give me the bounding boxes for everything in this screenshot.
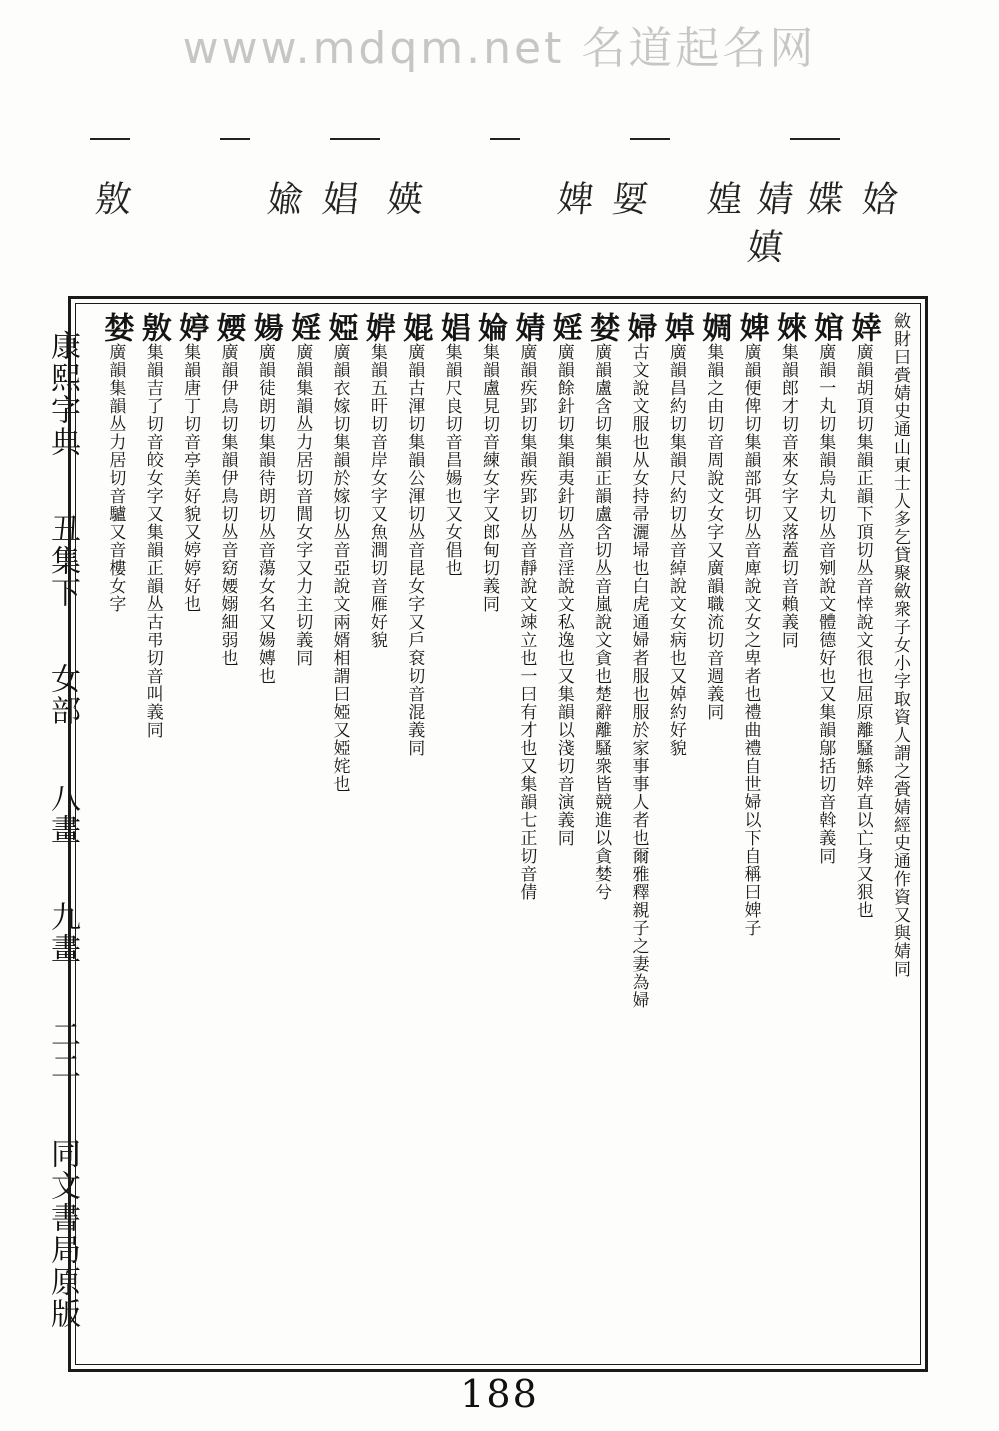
entry-head-character: 婢 (733, 312, 769, 343)
entry-column (239, 312, 283, 1357)
page-frame (68, 296, 928, 1372)
entry-definition-text: 廣韻便俾切集韻部弭切丛音庳說文女之卑者也禮曲禮自世婦以下自稱曰婢子 (740, 343, 761, 937)
entry-head-character: 婫 (397, 312, 433, 343)
entry-head-character: 婪 (98, 312, 134, 343)
entry-definition-text: 廣韻盧含切集韻正韻盧含切丛音嵐說文貪也楚辭離騷衆皆競進以貪婪兮 (591, 343, 612, 901)
entry-definition-text: 古文說文服也从女持帚灑埽也白虎通婦者服也服於家事事人者也爾雅釋親子之妻為婦 (628, 343, 649, 1009)
entry-definition-text: 集韻尺良切音昌婸也又女倡也 (441, 343, 462, 577)
entry-head-character: 婥 (658, 312, 694, 343)
seal-char: 媟 (800, 180, 845, 218)
entry-head-character: 婷 (173, 312, 209, 343)
seal-char: 媓 (700, 180, 745, 218)
entry-column (426, 312, 470, 1357)
entry-column (613, 312, 657, 1357)
entry-definition-text: 廣韻集韻丛力居切音閭女字又力主切義同 (292, 343, 313, 667)
seal-char: 娿 (605, 180, 650, 218)
seal-char: 婢 (550, 180, 595, 218)
entry-column (165, 312, 209, 1357)
entry-column (352, 312, 395, 1357)
entry-definition-text: 集韻盧見切音練女字又郎甸切義同 (479, 343, 499, 613)
entry-head-character: 婦 (621, 312, 657, 343)
entry-head-character: 婪 (584, 312, 620, 343)
entry-column (501, 312, 545, 1357)
radical-label: 女部 (45, 663, 80, 728)
entry-definition-text: 廣韻疾郢切集韻疾郢切丛音靜說文竦立也一曰有才也又集韻七正切音倩 (516, 343, 537, 901)
entry-head-character: 婤 (696, 312, 732, 343)
entry-column (650, 312, 694, 1357)
entry-definition-text: 集韻吉了切音皎女字又集韻正韻丛古弔切音叫義同 (142, 343, 163, 739)
entry-column (725, 312, 769, 1357)
entry-definition-text: 廣韻胡頂切集韻正韻下頂切丛音悻說文很也屈原離騷鯀婞直以亡身又狠也 (852, 343, 873, 919)
entry-definition-text: 廣韻伊鳥切集韻伊鳥切丛音窈婹嫋細弱也 (217, 343, 238, 667)
entry-definition-text: 集韻唐丁切音亭美好貌又婷婷好也 (180, 343, 201, 613)
volume-label: 丑集下 (45, 512, 80, 609)
seal-script-row (70, 170, 930, 290)
entry-head-character: 婭 (322, 312, 358, 343)
entry-definition-text: 斂財曰賫婧史通山東士人多乞貸聚斂衆子女小字取資人謂之賫婧經史通作資又與婧同 (890, 312, 910, 978)
entry-head-character: 婸 (247, 312, 283, 343)
entry-column (202, 312, 246, 1357)
entry-column (90, 312, 134, 1357)
entry-column (127, 312, 171, 1357)
entry-definition-text: 廣韻餘針切集韻夷針切丛音淫說文私逸也又集韻以淺切音演義同 (553, 343, 574, 847)
entry-definition-text: 集韻郎才切音來女字又落蓋切音賴義同 (777, 343, 798, 649)
entry-column (314, 312, 358, 1357)
entry-column (464, 312, 507, 1357)
entry-head-character: 敫 (135, 312, 171, 343)
publisher-label: 同文書局原版 (45, 1137, 80, 1330)
seal-char: 婧 (750, 180, 795, 218)
entry-column (688, 312, 732, 1357)
top-dashes (70, 138, 920, 142)
seal-char: 媖 (380, 180, 425, 218)
stroke-label-8: 八畫 (45, 781, 80, 846)
stroke-label-9: 九畫 (45, 900, 80, 965)
entry-head-character: 娼 (434, 312, 470, 343)
watermark: www.mdqm.net 名道起名网 (182, 23, 817, 74)
page-number: 188 (460, 1372, 539, 1416)
entry-column (800, 312, 844, 1357)
entry-definition-text: 廣韻衣嫁切集韻於嫁切丛音亞說文兩婿相謂曰婭又婭姹也 (329, 343, 350, 793)
dictionary-text-block (86, 312, 910, 1354)
seal-char: 娢 (855, 180, 900, 218)
seal-char: 嫃 (740, 228, 785, 266)
entry-definition-text: 廣韻古渾切集韻公渾切丛音昆女字又戶袞切音混義同 (404, 343, 425, 757)
entry-head-character: 婡 (770, 312, 806, 343)
entry-head-character: 婩 (359, 312, 395, 343)
entry-definition-text: 廣韻昌約切集韻尺約切丛音綽說文女病也又婥約好貌 (665, 343, 686, 757)
entry-definition-text: 集韻之由切音周說文女字又廣韻職流切音週義同 (703, 343, 724, 721)
entry-head-character: 婬 (546, 312, 582, 343)
seal-char: 娼 (315, 180, 360, 218)
entry-column (875, 312, 910, 1357)
entry-head-character: 婨 (472, 312, 507, 343)
entry-definition-text: 廣韻徒朗切集韻待朗切丛音蕩女名又婸嫥也 (254, 343, 275, 685)
entry-column (763, 312, 806, 1357)
entry-definition-text: 廣韻集韻丛力居切音驢又音樓女字 (105, 343, 126, 613)
entry-definition-text: 廣韻一丸切集韻烏丸切丛音剜說文體德好也又集韻鄔括切音斡義同 (815, 343, 836, 865)
entry-head-character: 婞 (845, 312, 881, 343)
entry-column (389, 312, 433, 1357)
entry-definition-text: 集韻五旰切音岸女字又魚澗切音雁好貌 (366, 343, 387, 649)
entry-column (837, 312, 881, 1357)
entry-head-character: 婹 (210, 312, 246, 343)
entry-column (538, 312, 582, 1357)
seal-char: 婾 (260, 180, 305, 218)
page-frame-inner (75, 303, 921, 1365)
entry-head-character: 婠 (808, 312, 844, 343)
sheet-number: 二二 (45, 1019, 80, 1084)
seal-char: 敫 (88, 180, 133, 218)
book-title: 康熙字典 (45, 330, 80, 458)
entry-head-character: 婧 (509, 312, 545, 343)
entry-column (277, 312, 321, 1357)
entry-column (576, 312, 620, 1357)
entry-head-character: 婬 (285, 312, 321, 343)
